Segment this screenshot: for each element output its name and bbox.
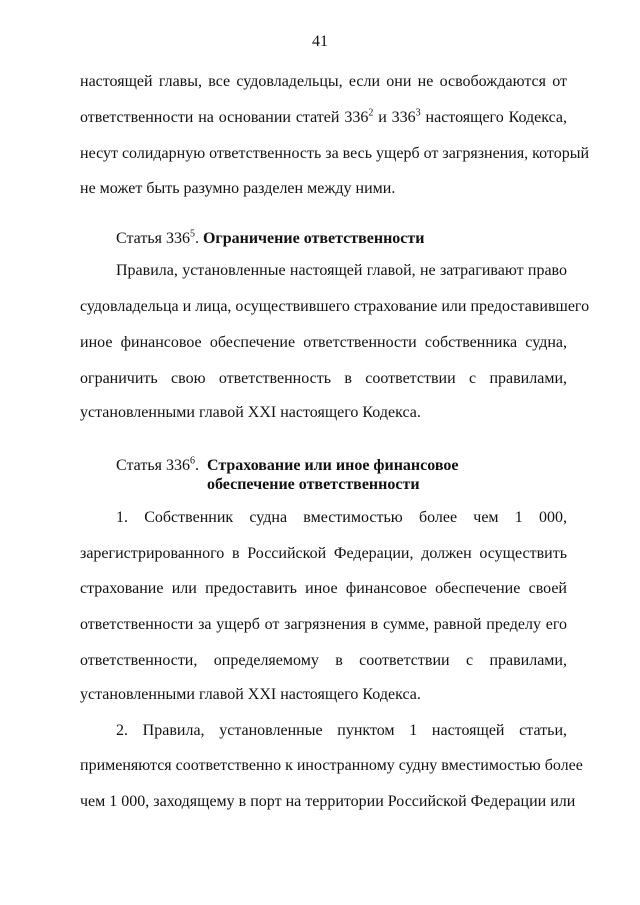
paragraph-line: иное финансовое обеспечение ответственности собственника судна, xyxy=(80,334,567,351)
text-fragment: и 336 xyxy=(373,109,416,126)
article-heading xyxy=(116,229,424,249)
paragraph-line: не может быть разумно разделен между ними. xyxy=(80,180,396,197)
article-title-line: обеспечение ответственности xyxy=(207,476,420,493)
article-title-line: Страхование или иное финансовое xyxy=(207,457,459,474)
paragraph-line: 1. Собственник судна вместимостью более чем 1 000, xyxy=(116,509,567,526)
paragraph-line: несут солидарную ответственность за весь ущерб от загрязнения, который xyxy=(80,145,590,162)
article-dot: . xyxy=(194,457,199,474)
paragraph-line: установленными главой XXI настоящего Кодекса. xyxy=(80,404,421,421)
paragraph-line: ответственности, определяемому в соответствии с правилами, xyxy=(80,652,567,669)
text-fragment: настоящего Кодекса, xyxy=(420,109,568,126)
paragraph-line: применяются соответственно к иностранному судну вместимостью более xyxy=(80,757,583,774)
paragraph-line: установленными главой XXI настоящего Кодекса. xyxy=(80,686,421,703)
superscript: 3 xyxy=(415,107,421,119)
superscript: 6 xyxy=(189,455,195,467)
paragraph-line: ограничить свою ответственность в соответствии с правилами, xyxy=(80,370,567,387)
paragraph-line: судовладельца и лица, осуществившего страхование или предоставившего xyxy=(80,298,590,315)
superscript: 5 xyxy=(189,228,195,240)
text-fragment: ответственности на основании статей 336 xyxy=(80,109,369,126)
paragraph-line: Правила, установленные настоящей главой, не затрагивают право xyxy=(116,262,567,279)
article-title xyxy=(207,456,458,494)
article-prefix: Статья 336 xyxy=(116,457,190,474)
paragraph-line: страхование или предоставить иное финансовое обеспечение своей xyxy=(80,580,567,597)
article-prefix: Статья 336 xyxy=(116,230,190,247)
paragraph-line: зарегистрированного в Российской Федерации, должен осуществить xyxy=(80,545,567,562)
article-dot: . xyxy=(194,230,199,247)
article-title: Ограничение ответственности xyxy=(202,230,425,247)
article-heading xyxy=(116,456,199,476)
paragraph-line: настоящей главы, все судовладельцы, если они не освобождаются от xyxy=(80,73,567,90)
page-number: 41 xyxy=(312,33,328,50)
paragraph-line: чем 1 000, заходящему в порт на территории Российской Федерации или xyxy=(80,793,576,810)
paragraph-line xyxy=(80,108,567,128)
paragraph-line: ответственности за ущерб от загрязнения в сумме, равной пределу его xyxy=(80,616,567,633)
superscript: 2 xyxy=(368,107,374,119)
paragraph-line: 2. Правила, установленные пунктом 1 настоящей статьи, xyxy=(116,722,567,739)
